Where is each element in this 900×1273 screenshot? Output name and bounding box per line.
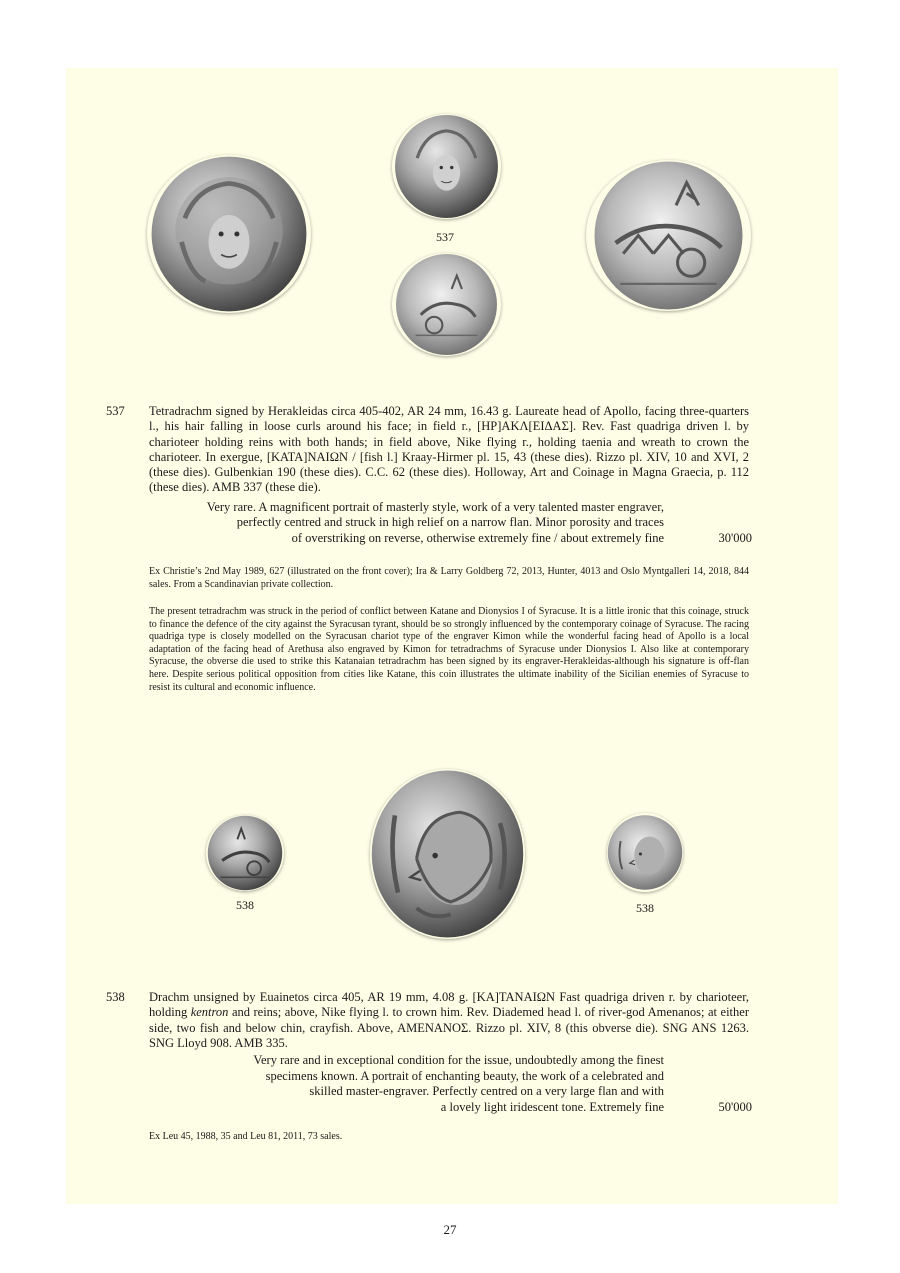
lot-538-condition-line-1: Very rare and in exceptional condition for the issue, undoubtedly among the finest [253,1053,664,1067]
lot-number: 538 [106,990,125,1004]
coin-number-538-left: 538 [236,898,254,912]
lot-description [149,990,749,1051]
lot-537-provenance: Ex Christie’s 2nd May 1989, 627 (illustrated on the front cover); Ira & Larry Goldberg 72, 2013, Hunter, 4013 and Oslo Myntgalleri 14, 2018, 844 sales. From a Scandinavian private collection. [149,566,749,590]
lot-538-condition-line-3: skilled master-engraver. Perfectly centred on a very large flan and with [309,1084,664,1098]
coin-538-obverse [206,815,284,891]
coin-537-obverse-small [392,114,501,219]
coin-number-538-right: 538 [636,901,654,915]
lot-537-price: 30'000 [718,531,752,545]
lot-description-text-2: and reins; above, Nike flying l. to crown him. Rev. Diademed head l. of river-god Amenanos; at either side, two fish and below chin, crayfish. Above, AMENANOΣ. Rizzo pl. XIV, 8 (this obverse die). SNG ANS 1263. SNG Lloyd 908. AMB 335. [149,1005,749,1050]
coin-number-537: 537 [436,230,454,244]
coin-537-reverse-large [586,160,751,311]
lot-538-condition-line-2: specimens known. A portrait of enchanting beauty, the work of a celebrated and [265,1069,664,1083]
lot-537-condition-line-3: of overstriking on reverse, otherwise extremely fine / about extremely fine [291,531,664,545]
lot-537-condition-line-1: Very rare. A magnificent portrait of masterly style, work of a very talented master engraver, [206,500,664,514]
coin-538-reverse-small [607,813,683,892]
lot-537-condition-line-2: perfectly centred and struck in high relief on a narrow flan. Minor porosity and traces [236,515,664,529]
coin-538-reverse-large [370,769,525,939]
lot-description-text: Drachm unsigned by Euainetos circa 405, AR 19 mm, 4.08 g. [KA]TANAIΩN Fast quadriga driven r. by charioteer, holding [149,990,749,1020]
lot-number: 537 [106,404,125,418]
lot-description-italic: kentron [190,1005,229,1020]
lot-538-condition-line-4: a lovely light iridescent tone. Extremely fine [440,1100,664,1114]
lot-537-note: The present tetradrachm was struck in the period of conflict between Katane and Dionysios I of Syracuse. It is a little ironic that this coinage, struck to finance the defence of the city against the Syracusan tyrant, should be so strongly influenced by the contemporary coinage of Syracuse. The racing quadriga type is closely modelled on the Syracusan chariot type of the engraver Kimon while the wonderful facing head of Apollo is a local adaptation of the facing head of Arethusa also engraved by Kimon for tetradrachms of Syracuse under Dionysios I. Also like at contemporary Syracuse, the obverse die used to strike this Katanaian tetradrachm has been signed by its engraver-Herakleidas-although his signature is off-flan here. Despite serious political opposition from cities like Katane, this coin illustrates the ultimate inability of the Sicilian enemies of Syracuse to resist its cultural and economic influence. [149,606,749,693]
page-number: 27 [443,1222,457,1237]
lot-description: Tetradrachm signed by Herakleidas circa 405-402, AR 24 mm, 16.43 g. Laureate head of Apollo, facing three-quarters l., his hair falling in loose curls around his face; in field r., [HP]AKΛ[EIΔAΣ]. Rev. Fast quadriga driven l. by charioteer holding reins with both hands; in field above, Nike flying r., holding taenia and wreath to crown the charioteer. In exergue, [KATA]NAIΩN / [fish l.] Kraay-Hirmer pl. 15, 43 (these dies). Rizzo pl. XIV, 10 and XVI, 2 (these dies). Gulbenkian 190 (these dies). C.C. 62 (these dies). Holloway, Art and Coinage in Magna Graecia, p. 112 (these dies). AMB 337 (these die). [149,404,749,495]
lot-538-provenance: Ex Leu 45, 1988, 35 and Leu 81, 2011, 73 sales. [149,1131,343,1142]
coin-537-obverse-large [147,155,311,313]
coin-537-reverse-small [392,253,501,356]
lot-538-price: 50'000 [718,1100,752,1114]
